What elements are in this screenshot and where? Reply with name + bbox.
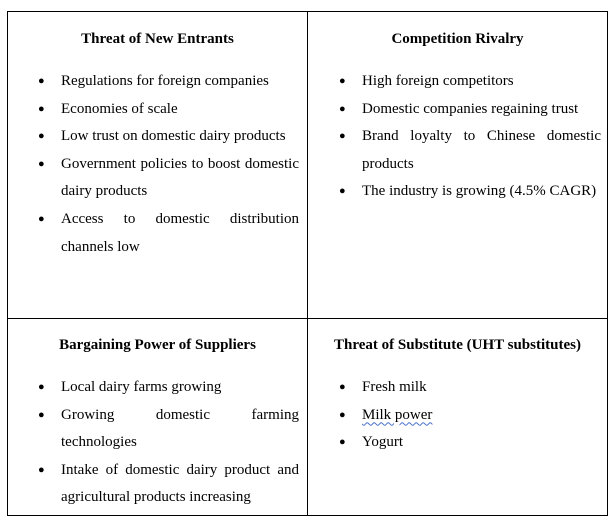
list-item: ● Economies of scale xyxy=(61,96,299,124)
cell-competition-rivalry xyxy=(308,12,607,318)
bullet-icon: ● xyxy=(38,130,45,143)
bullet-icon: ● xyxy=(38,212,45,225)
bullet-icon: ● xyxy=(38,102,45,115)
bullet-icon: ● xyxy=(38,463,45,476)
list-item xyxy=(339,402,601,430)
list-item: ● Fresh milk xyxy=(362,374,601,402)
list-item: ● Access to domestic distribution channels low xyxy=(61,206,299,261)
cell-title: Threat of New Entrants xyxy=(81,31,234,47)
bullet-icon: ● xyxy=(339,75,346,87)
list-item: ● Regulations for foreign companies xyxy=(61,68,299,96)
bullet-list xyxy=(38,68,299,261)
bullet-icon: ● xyxy=(339,102,346,115)
cell-bargaining-power-of-suppliers xyxy=(8,319,307,515)
list-item: ● Intake of domestic dairy product and agricultural products increasing xyxy=(61,457,299,512)
bullet-icon: ● xyxy=(339,408,346,421)
list-item: ● Brand loyalty to Chinese domestic products xyxy=(362,123,601,178)
bullet-icon: ● xyxy=(339,436,346,449)
cell-title: Threat of Substitute (UHT substitutes) xyxy=(334,337,581,353)
cell-threat-of-substitute xyxy=(308,319,607,515)
list-item: ● High foreign competitors xyxy=(362,68,601,96)
list-item: ● Low trust on domestic dairy products xyxy=(61,123,299,151)
bullet-icon: ● xyxy=(38,157,45,170)
list-item: ● The industry is growing (4.5% CAGR) xyxy=(362,178,601,206)
list-item: ● Government policies to boost domestic dairy products xyxy=(61,151,299,206)
bullet-icon: ● xyxy=(339,185,346,198)
list-item: ● Domestic companies regaining trust xyxy=(362,96,601,124)
bullet-list xyxy=(339,68,601,206)
spellcheck-text: Milk power xyxy=(362,406,433,423)
bullet-icon: ● xyxy=(38,381,45,393)
list-item: ● Growing domestic farming technologies xyxy=(61,402,299,457)
bullet-icon: ● xyxy=(339,381,346,393)
cell-threat-of-new-entrants xyxy=(8,12,307,318)
cell-title: Competition Rivalry xyxy=(391,31,524,47)
cell-title: Bargaining Power of Suppliers xyxy=(59,337,256,353)
bullet-list xyxy=(339,374,601,457)
list-item: ● Yogurt xyxy=(362,429,601,457)
list-item: ● Local dairy farms growing xyxy=(61,374,299,402)
bullet-icon: ● xyxy=(38,75,45,87)
bullet-list xyxy=(38,374,299,512)
bullet-icon: ● xyxy=(339,130,346,143)
bullet-icon: ● xyxy=(38,408,45,421)
